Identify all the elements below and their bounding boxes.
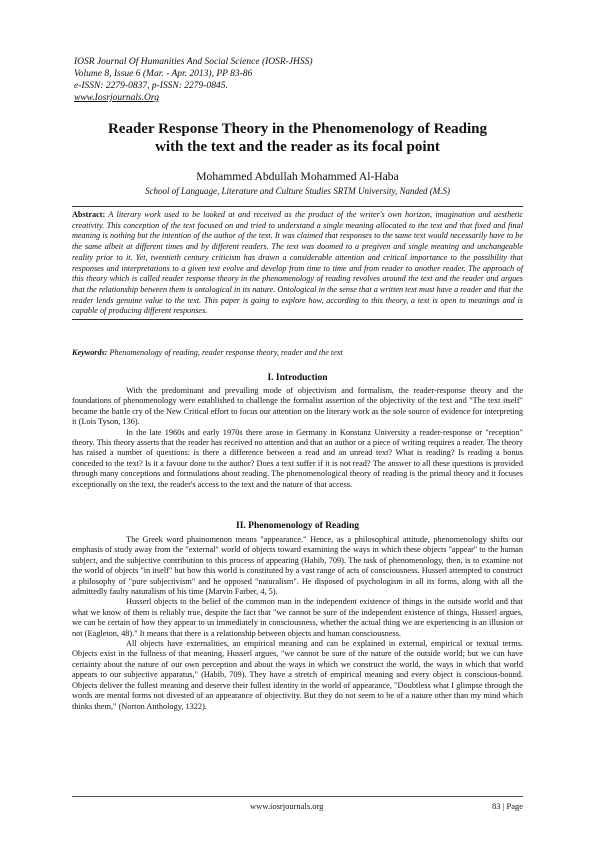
journal-name: IOSR Journal Of Humanities And Social Science (IOSR-JHSS) (74, 57, 313, 67)
journal-website-link[interactable]: www.Iosrjournals.Org (74, 93, 159, 103)
author-name: Mohammed Abdullah Mohammed Al-Haba (196, 170, 399, 183)
journal-header (74, 56, 534, 104)
section-heading-phenomenology: II. Phenomenology of Reading (236, 521, 359, 531)
abstract (72, 206, 523, 320)
footer-url[interactable]: www.iosrjournals.org (250, 801, 324, 811)
title-line-2: with the text and the reader as its focal point (155, 139, 440, 155)
abstract-label: Abstract: (72, 210, 106, 219)
journal-issn: e-ISSN: 2279-0837, p-ISSN: 2279-0845. (74, 81, 228, 91)
author-affiliation: School of Language, Literature and Culture Studies SRTM University, Nanded (M.S) (144, 186, 451, 196)
section-heading-introduction: I. Introduction (267, 373, 328, 383)
section-introduction-body (72, 386, 523, 490)
paragraph: All objects have externalities, an empirical meaning and can be explained in external, empirical or textual terms. Objects exist in the fullness of that meaning, Husserl argues, "we cannot be sure of the nature of the outside world; but we can have certainty about the nature of our own perception and about the ways in which we construct the world, the ways in which that world appears to our subjective apparatus," (Habib, 709). They have a stretch of empirical meaning and every object is conscious-bound. Objects deliver the fullest meaning and deserve their fullest identity in the world of appearance, "Doubtless what I glimpse through the words are mental forms not divested of an appearance of objectivity. But they do not seem to be of a nature other than my mind which thinks them," (Norton Anthology, 1322). (72, 639, 523, 711)
keywords-label: Keywords: (72, 348, 108, 357)
paragraph: The Greek word phainomenon means "appearance." Hence, as a philosophical attitude, phenomenology shifts our emphasis of study away from the "external" world of objects toward examining the ways in which these objects ''appear'' to the human subject, and the subjective contribution to this process of appearing (Habib, 709). The task of phenomenology, then, is to examine not the world of objects "in itself" but how this world is constituted by a vast range of acts of consciousness. Husserl attempted to construct a philosophy of "pure subjectivism" and he opposed "naturalism". He disposed of psychologism in all its forms, along with all the admittedly faulty naturalism of his time (Marvin Farber, 4, 5). (72, 535, 523, 597)
paragraph: In the late 1960s and early 1970s there arose in Germany in Konstanz University a reader-response or "reception" theory. This theory asserts that the reader has received no attention and that an author or a piece of writing requires a reader. The theory has raised a number of questions: is there a difference between a read and an unread text? What is reading? Is reading a bonus conceded to the text? Is it a favour done to the author? Does a text suffer if it is not read? The answer to all these questions is provided through many conceptions and formulations about reading. The phenomenological theory of reading is the primal theory and it focuses exceptionally on the text, the reader's access to the text and the nature of that access. (72, 427, 523, 489)
section-phenomenology-body (72, 535, 523, 712)
abstract-text: A literary work used to be looked at and received as the product of the writer's own horizon, imagination and aesthetic creativity. This conception of the text focused on and tried to understand a single meaning allocated to the text and that fixed and final meaning is nothing but the intention of the author of the text. It was claimed that responses to the same text would necessarily have to be the same albeit at different times and by different readers. The text was doomed to a pregiven and single meaning and unchangeable reality prior to it. Yet, twentieth century criticism has drawn a considerable attention and critical importance to the possibility that responses and interpretations to a given text evolve and develop from time to time and from reader to another reader. The approach of this theory which is called reader response theory in the phenomenology of reading revolves around the text and the reader and argues that the relationship between them is ontological in its nature. Ontological in the sense that a written text must have a reader and that the reader lends genuine value to the text. This paper is going to explore how, according to this theory, a text is open to meanings and is capable of producing different responses. (72, 210, 523, 316)
footer-divider (72, 796, 523, 797)
paragraph: With the predominant and prevailing mode of objectivism and formalism, the reader-response theory and the foundations of phenomenology were established to challenge the formalist assertion of the objectivity of the text and "The text itself" became the battle cry of the New Critical effort to focus our attention on the literary work as the sole source of evidence for interpreting it (Lois Tyson, 136). (72, 386, 523, 427)
paper-title (70, 120, 525, 156)
journal-volume: Volume 8, Issue 6 (Mar. - Apr. 2013), PP 83-86 (74, 69, 253, 79)
title-line-1: Reader Response Theory in the Phenomenology of Reading (107, 121, 488, 137)
footer-page-number: 83 | Page (492, 801, 523, 811)
keywords (72, 348, 523, 359)
paragraph: Husserl objects to the belief of the common man in the independent existence of things in the outside world and that what we know of them is reliably true, despite the fact that "we cannot be sure of the independent existence of things, Husserl argues, we can be certain of how they appear to us immediately in consciousness, whether the actual thing we are experiencing is an illusion or not (Eagleton, 48)." It means that there is a relationship between objects and human consciousness. (72, 597, 523, 638)
keywords-text: Phenomenology of reading, reader response theory, reader and the text (109, 348, 343, 357)
